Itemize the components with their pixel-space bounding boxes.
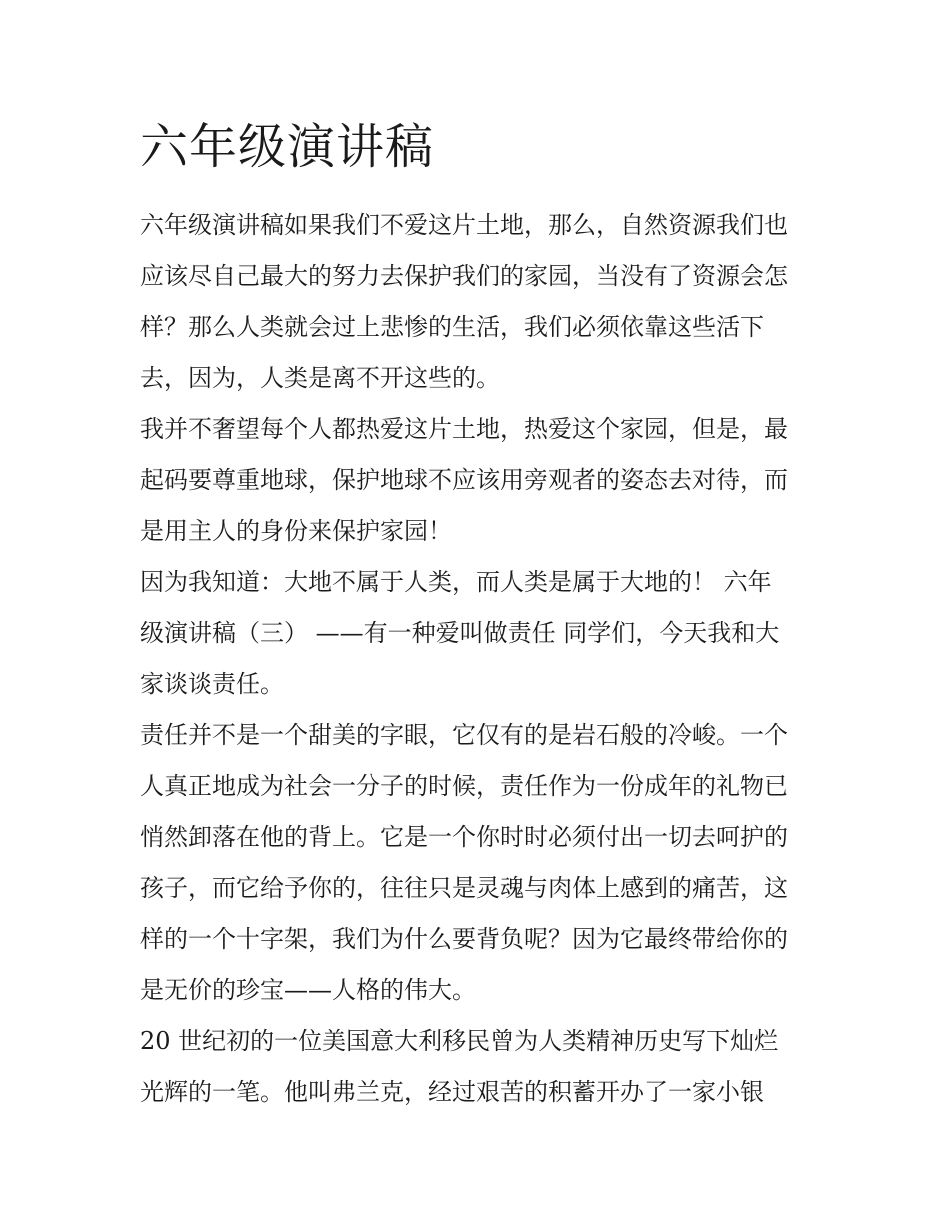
body-line: 应该尽自己最大的努力去保护我们的家园，当没有了资源会怎 xyxy=(140,262,788,290)
document-body xyxy=(140,200,812,1118)
body-line: 人真正地成为社会一分子的时候，责任作为一份成年的礼物已 xyxy=(140,772,788,800)
body-line: 责任并不是一个甜美的字眼，它仅有的是岩石般的冷峻。一个 xyxy=(140,721,788,749)
body-line: 样的一个十字架，我们为什么要背负呢？因为它最终带给你的 xyxy=(140,925,788,953)
body-line: 是无价的珍宝——人格的伟大。 xyxy=(140,976,476,1004)
body-line: 六年级演讲稿如果我们不爱这片土地，那么，自然资源我们也 xyxy=(140,211,788,239)
body-line: 因为我知道：大地不属于人类，而人类是属于大地的！ 六年 xyxy=(140,568,772,596)
body-line: 孩子，而它给予你的，往往只是灵魂与肉体上感到的痛苦，这 xyxy=(140,874,788,902)
body-line: 20 世纪初的一位美国意大利移民曾为人类精神历史写下灿烂 xyxy=(140,1027,779,1055)
document-title: 六年级演讲稿 xyxy=(140,119,435,175)
body-line: 光辉的一笔。他叫弗兰克，经过艰苦的积蓄开办了一家小银 xyxy=(140,1078,764,1106)
body-line: 级演讲稿（三） ——有一种爱叫做责任 同学们，今天我和大 xyxy=(140,619,780,647)
body-line: 去，因为，人类是离不开这些的。 xyxy=(140,364,500,392)
body-line: 样？那么人类就会过上悲惨的生活，我们必须依靠这些活下 xyxy=(140,313,764,341)
body-line: 悄然卸落在他的背上。它是一个你时时必须付出一切去呵护的 xyxy=(140,823,788,851)
body-line: 起码要尊重地球，保护地球不应该用旁观者的姿态去对待，而 xyxy=(140,466,788,494)
body-line: 是用主人的身份来保护家园！ xyxy=(140,517,452,545)
body-line: 家谈谈责任。 xyxy=(140,670,284,698)
body-line: 我并不奢望每个人都热爱这片土地，热爱这个家园，但是，最 xyxy=(140,415,788,443)
